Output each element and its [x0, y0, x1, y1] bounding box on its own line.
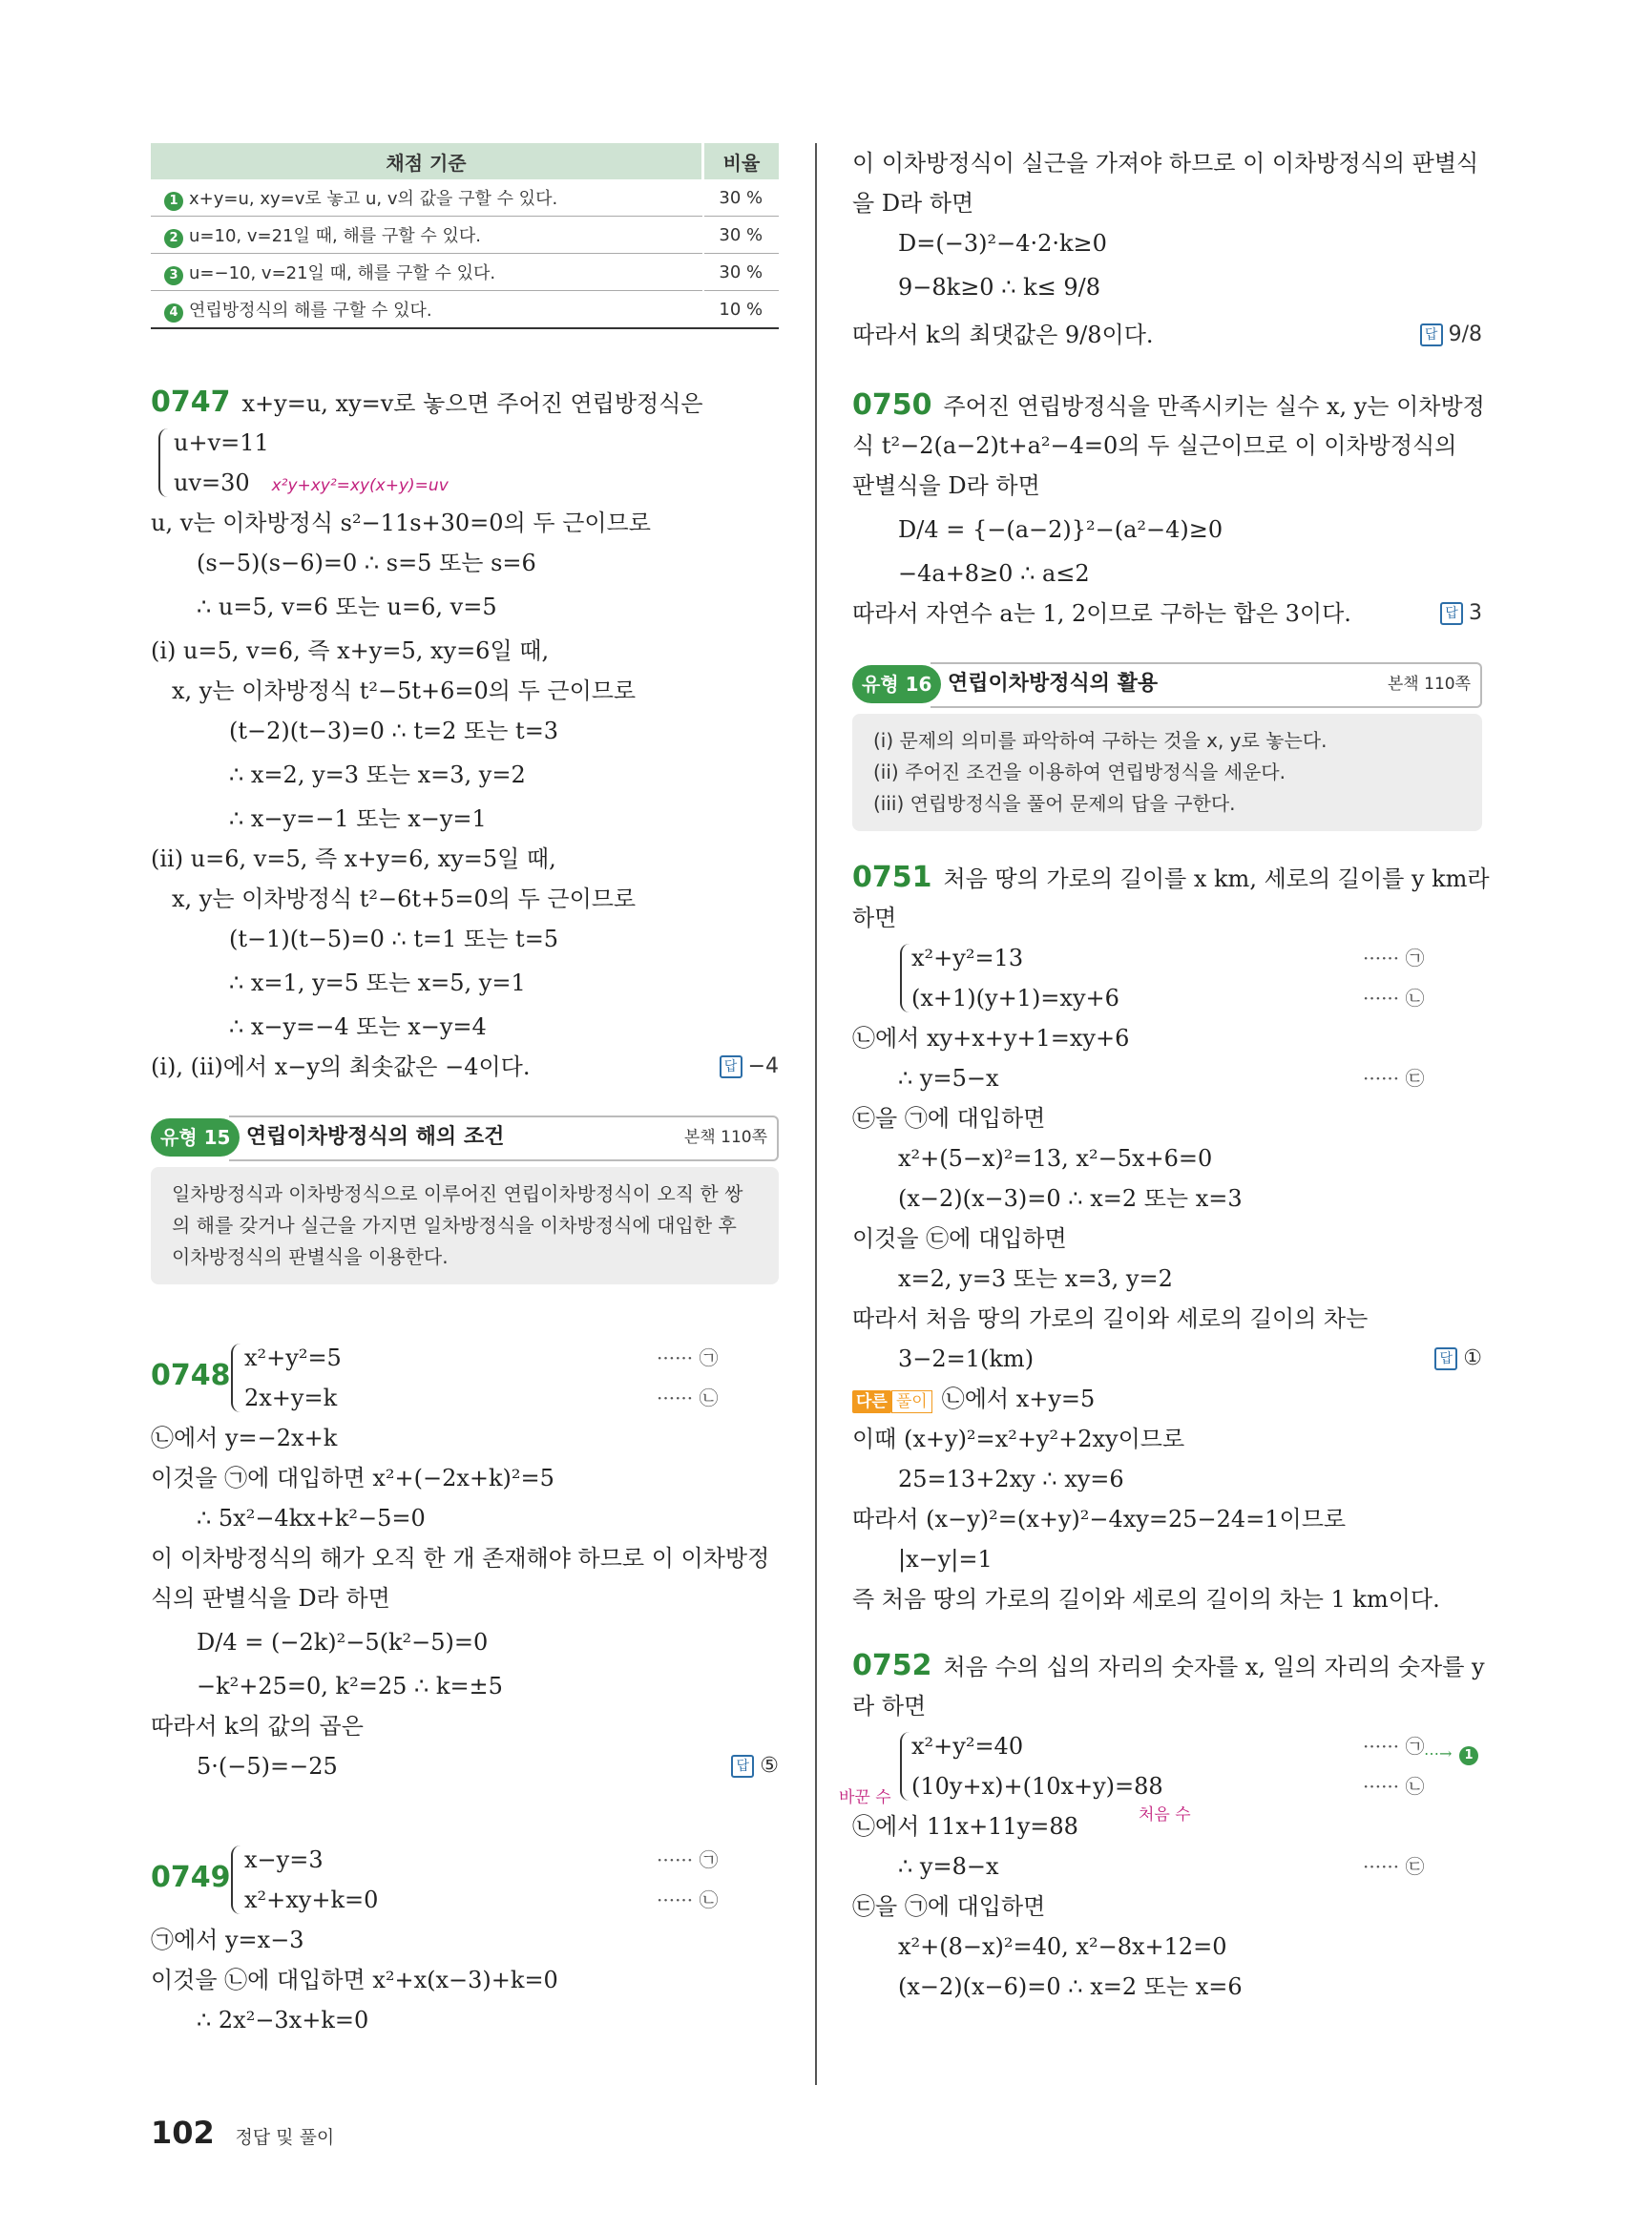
score-row-text: x+y=u, xy=v로 놓고 u, v의 값을 구할 수 있다.	[189, 188, 558, 209]
problem-number: 0748	[151, 1359, 231, 1392]
solution-line: (x−2)(x−3)=0 ∴ x=2 또는 x=3	[898, 1185, 1243, 1212]
solution-line: ∴ x=1, y=5 또는 x=5, y=1	[229, 970, 526, 996]
solution-line: 판별식을 D라 하면	[852, 472, 1040, 499]
equation-marker: ······ ㉡	[657, 1387, 719, 1409]
solution-line	[852, 1058, 1482, 1098]
equation-marker: ······ ㉡	[657, 1888, 719, 1911]
solution-line	[852, 858, 1490, 898]
score-row-ratio: 30 %	[703, 254, 780, 291]
problem-number: 0752	[852, 1649, 932, 1682]
score-row	[151, 217, 779, 254]
solution-line: 9−8k≥0 ∴ k≤ 9/8	[898, 274, 1101, 301]
solution-text: 따라서 k의 최댓값은 9/8이다.	[852, 322, 1154, 348]
type-reference: 본책 110쪽	[683, 1128, 767, 1147]
answer-icon: 답	[731, 1755, 754, 1778]
solution-line: ㉢을 ㉠에 대입하면	[852, 1893, 1046, 1920]
equation-marker: ······ ㉠	[657, 1848, 719, 1871]
solution-line: (i) u=5, v=6, 즉 x+y=5, xy=6일 때,	[151, 637, 550, 664]
solution-line: 라 하면	[852, 1693, 927, 1720]
solution-text: ∴ y=5−x	[898, 1065, 999, 1092]
solution-line: ∴ x−y=−4 또는 x−y=4	[229, 1013, 487, 1040]
equation-marker: ······ ㉠	[1363, 1735, 1425, 1758]
solution-line: D/4 = {−(a−2)}²−(a²−4)≥0	[898, 516, 1223, 543]
solution-text: 따라서 자연수 a는 1, 2이므로 구하는 합은 3이다.	[852, 600, 1351, 627]
page-footer	[151, 2115, 334, 2151]
type-16-header	[852, 660, 1482, 708]
type-badge: 유형 15	[151, 1118, 240, 1157]
solution-line: 이 이차방정식의 해가 오직 한 개 존재해야 하므로 이 이차방정	[151, 1545, 770, 1572]
solution-line: 이때 (x+y)²=x²+y²+2xy이므로	[852, 1426, 1185, 1452]
arrow-icon: ⋯→	[1423, 1744, 1453, 1762]
equation-system	[151, 423, 779, 503]
annotation-note: x²y+xy²=xy(x+y)=uv	[271, 476, 449, 495]
brace-icon	[900, 944, 911, 1012]
equation-marker: ······ ㉡	[1363, 1775, 1425, 1798]
type-step: (ii) 주어진 조건을 이용하여 연립방정식을 세운다.	[873, 761, 1286, 783]
problem-number: 0747	[151, 386, 231, 419]
solution-line: 을 D라 하면	[852, 190, 974, 217]
type-15-body: 일차방정식과 이차방정식으로 이루어진 연립이차방정식이 오직 한 쌍의 해를 갖거나 실근을 가지면 일차방정식을 이차방정식에 대입한 후 이차방정식의 판별식을 이용한다.	[151, 1167, 779, 1284]
solution-text: 처음 땅의 가로의 길이를 x km, 세로의 길이를 y km라	[943, 865, 1490, 892]
solution-line: ∴ 2x²−3x+k=0	[197, 2007, 369, 2033]
type-title: 연립이차방정식의 활용	[948, 672, 1159, 696]
solution-line: ∴ x=2, y=3 또는 x=3, y=2	[229, 761, 526, 788]
solution-line	[852, 386, 1485, 426]
equation-marker: ······ ㉠	[1363, 947, 1425, 970]
solution-line	[852, 594, 1482, 634]
solution-line: |x−y|=1	[898, 1546, 993, 1573]
problem-number: 0750	[852, 388, 932, 422]
solution-text: 주어진 연립방정식을 만족시키는 실수 x, y는 이차방정	[943, 393, 1485, 420]
solution-text: 3−2=1(km)	[898, 1345, 1035, 1372]
solution-line: 이것을 ㉠에 대입하면 x²+(−2x+k)²=5	[151, 1465, 554, 1491]
problem-0747-intro	[151, 383, 779, 423]
solution-line: (t−2)(t−3)=0 ∴ t=2 또는 t=3	[229, 718, 559, 744]
right-column	[839, 143, 1490, 2007]
solution-line: (t−1)(t−5)=0 ∴ t=1 또는 t=5	[229, 926, 559, 952]
solution-line: 즉 처음 땅의 가로의 길이와 세로의 길이의 차는 1 km이다.	[852, 1586, 1440, 1613]
answer-value: 3	[1469, 601, 1482, 625]
answer	[1420, 311, 1482, 359]
alt-solution-badge: 다른	[852, 1390, 891, 1413]
answer-icon: 답	[1440, 602, 1463, 625]
solution-line: −k²+25=0, k²=25 ∴ k=±5	[197, 1673, 503, 1699]
type-badge: 유형 16	[852, 665, 941, 703]
solution-line: 이것을 ㉡에 대입하면 x²+x(x−3)+k=0	[151, 1967, 558, 1993]
solution-line	[852, 311, 1482, 359]
equation-line: 2x+y=k	[244, 1385, 338, 1411]
type-15-header	[151, 1114, 779, 1161]
equation-line: x²+y²=5	[244, 1345, 342, 1371]
solution-line: (ii) u=6, v=5, 즉 x+y=6, xy=5일 때,	[151, 845, 556, 872]
step-number-icon: 1	[164, 192, 183, 211]
solution-line: (s−5)(s−6)=0 ∴ s=5 또는 s=6	[197, 550, 536, 576]
problem-0749-system	[151, 1840, 779, 1920]
type-step: (iii) 연립방정식을 풀어 문제의 답을 구한다.	[873, 792, 1236, 815]
step-number-icon: 4	[164, 303, 183, 323]
type-step: (i) 문제의 의미를 파악하여 구하는 것을 x, y로 놓는다.	[873, 729, 1328, 752]
score-row	[151, 179, 779, 217]
type-reference: 본책 110쪽	[1387, 675, 1471, 694]
problem-number: 0749	[151, 1861, 231, 1894]
problem-0748-system	[151, 1338, 779, 1418]
equation-marker: ······ ㉠	[657, 1346, 719, 1369]
equation-marker: ······ ㉢	[1363, 1855, 1425, 1878]
solution-line: 이것을 ㉢에 대입하면	[852, 1225, 1067, 1252]
score-row-text: 연립방정식의 해를 구할 수 있다.	[189, 300, 432, 321]
equation-line: (10y+x)+(10x+y)=88	[911, 1773, 1163, 1800]
solution-text: ∴ y=8−x	[898, 1853, 999, 1880]
solution-line: 따라서 k의 값의 곱은	[151, 1713, 364, 1740]
solution-line: ㉡에서 11x+11y=88	[852, 1813, 1078, 1840]
solution-line: x²+(5−x)²=13, x²−5x+6=0	[898, 1145, 1213, 1172]
step-number-icon: 1	[1459, 1746, 1478, 1765]
solution-line: 하면	[852, 905, 897, 931]
solution-line: x, y는 이차방정식 t²−6t+5=0의 두 근이므로	[172, 886, 637, 912]
equation-line: x²+y²=40	[911, 1733, 1024, 1760]
solution-line: ㉢을 ㉠에 대입하면	[852, 1105, 1046, 1132]
solution-line	[151, 1746, 779, 1786]
equation-line: u+v=11	[174, 429, 269, 456]
solution-line: 이 이차방정식이 실근을 가져야 하므로 이 이차방정식의 판별식	[852, 150, 1479, 177]
type-title: 연립이차방정식의 해의 조건	[246, 1125, 505, 1149]
answer-icon: 답	[1434, 1347, 1457, 1370]
solution-line: ∴ 5x²−4kx+k²−5=0	[197, 1505, 426, 1532]
solution-line: u, v는 이차방정식 s²−11s+30=0의 두 근이므로	[151, 510, 651, 536]
solution-line: ㉡에서 xy+x+y+1=xy+6	[852, 1025, 1130, 1052]
answer	[731, 1746, 779, 1786]
solution-line: ㉡에서 y=−2x+k	[151, 1425, 338, 1451]
solution-text: (i), (ii)에서 x−y의 최솟값은 −4이다.	[151, 1053, 531, 1080]
answer-icon: 답	[720, 1055, 742, 1078]
solution-line	[852, 1379, 1482, 1419]
solution-line	[852, 1846, 1482, 1887]
equation-marker: ······ ㉢	[1363, 1067, 1425, 1090]
left-column	[151, 143, 779, 2040]
answer-value: −4	[747, 1054, 779, 1078]
score-row-ratio: 10 %	[703, 291, 780, 329]
solution-line: 식의 판별식을 D라 하면	[151, 1585, 390, 1612]
type-16-body	[852, 714, 1482, 831]
solution-line	[151, 1047, 779, 1087]
score-table	[151, 143, 779, 329]
answer	[720, 1047, 779, 1087]
solution-text: 5·(−5)=−25	[197, 1753, 338, 1780]
solution-line: x, y는 이차방정식 t²−5t+6=0의 두 근이므로	[172, 678, 637, 704]
score-row	[151, 254, 779, 291]
solution-line: x=2, y=3 또는 x=3, y=2	[898, 1265, 1173, 1292]
column-divider	[815, 143, 817, 2085]
solution-text: 처음 수의 십의 자리의 숫자를 x, 일의 자리의 숫자를 y	[943, 1654, 1485, 1680]
score-row-ratio: 30 %	[703, 217, 780, 254]
equation-line: x−y=3	[244, 1846, 324, 1873]
page-number: 102	[151, 2115, 215, 2151]
score-row	[151, 291, 779, 329]
footer-label: 정답 및 풀이	[235, 2127, 335, 2148]
equation-line: uv=30	[174, 469, 250, 496]
brace-icon	[900, 1732, 911, 1801]
equation-marker: ······ ㉡	[1363, 987, 1425, 1010]
problem-0752-system	[839, 1726, 1482, 1824]
solution-line: 따라서 (x−y)²=(x+y)²−4xy=25−24=1이므로	[852, 1506, 1347, 1533]
solution-line	[852, 1646, 1485, 1686]
annotation-note: 바꾼 수	[839, 1788, 891, 1807]
step-number-icon: 2	[164, 229, 183, 248]
alt-solution-badge: 풀이	[891, 1390, 932, 1413]
solution-line	[852, 1339, 1482, 1379]
annotation-note: 처음 수	[1139, 1805, 1191, 1824]
solution-line: (x−2)(x−6)=0 ∴ x=2 또는 x=6	[898, 1973, 1243, 2000]
score-row-ratio: 30 %	[703, 179, 780, 217]
solution-line: 식 t²−2(a−2)t+a²−4=0의 두 실근이므로 이 이차방정식의	[852, 432, 1457, 459]
answer-icon: 답	[1420, 323, 1443, 346]
problem-0751-system	[852, 938, 1482, 1018]
solution-line: x+y=u, xy=v로 놓으면 주어진 연립방정식은	[241, 390, 703, 417]
solution-text: ㉡에서 x+y=5	[941, 1386, 1096, 1412]
solution-line: ㉠에서 y=x−3	[151, 1927, 304, 1953]
answer-value: ①	[1463, 1346, 1482, 1370]
answer	[1440, 594, 1482, 634]
solution-line: ∴ x−y=−1 또는 x−y=1	[229, 805, 487, 832]
brace-icon	[158, 428, 170, 497]
problem-number: 0751	[852, 861, 932, 894]
answer-value: ⑤	[760, 1754, 779, 1778]
score-row-text: u=10, v=21일 때, 해를 구할 수 있다.	[189, 225, 482, 246]
step-number-icon: 3	[164, 266, 183, 285]
brace-icon	[231, 1845, 242, 1914]
equation-line: x²+xy+k=0	[244, 1887, 379, 1913]
step-marker	[1424, 1738, 1478, 1765]
score-row-text: u=−10, v=21일 때, 해를 구할 수 있다.	[189, 262, 496, 283]
solution-line: x²+(8−x)²=40, x²−8x+12=0	[898, 1933, 1227, 1960]
answer	[1434, 1339, 1482, 1379]
answer-value: 9/8	[1448, 323, 1482, 346]
solution-line: 25=13+2xy ∴ xy=6	[898, 1466, 1124, 1492]
brace-icon	[231, 1344, 242, 1412]
equation-line: x²+y²=13	[911, 945, 1024, 971]
solution-line: −4a+8≥0 ∴ a≤2	[898, 560, 1090, 587]
solution-line: D=(−3)²−4·2·k≥0	[898, 230, 1107, 257]
solution-line: 따라서 처음 땅의 가로의 길이와 세로의 길이의 차는	[852, 1305, 1369, 1332]
score-header-criteria: 채점 기준	[151, 143, 703, 179]
solution-line: D/4 = (−2k)²−5(k²−5)=0	[197, 1629, 489, 1656]
score-header-ratio: 비율	[703, 143, 780, 179]
equation-line: (x+1)(y+1)=xy+6	[911, 985, 1119, 1011]
solution-line: ∴ u=5, v=6 또는 u=6, v=5	[197, 594, 497, 620]
